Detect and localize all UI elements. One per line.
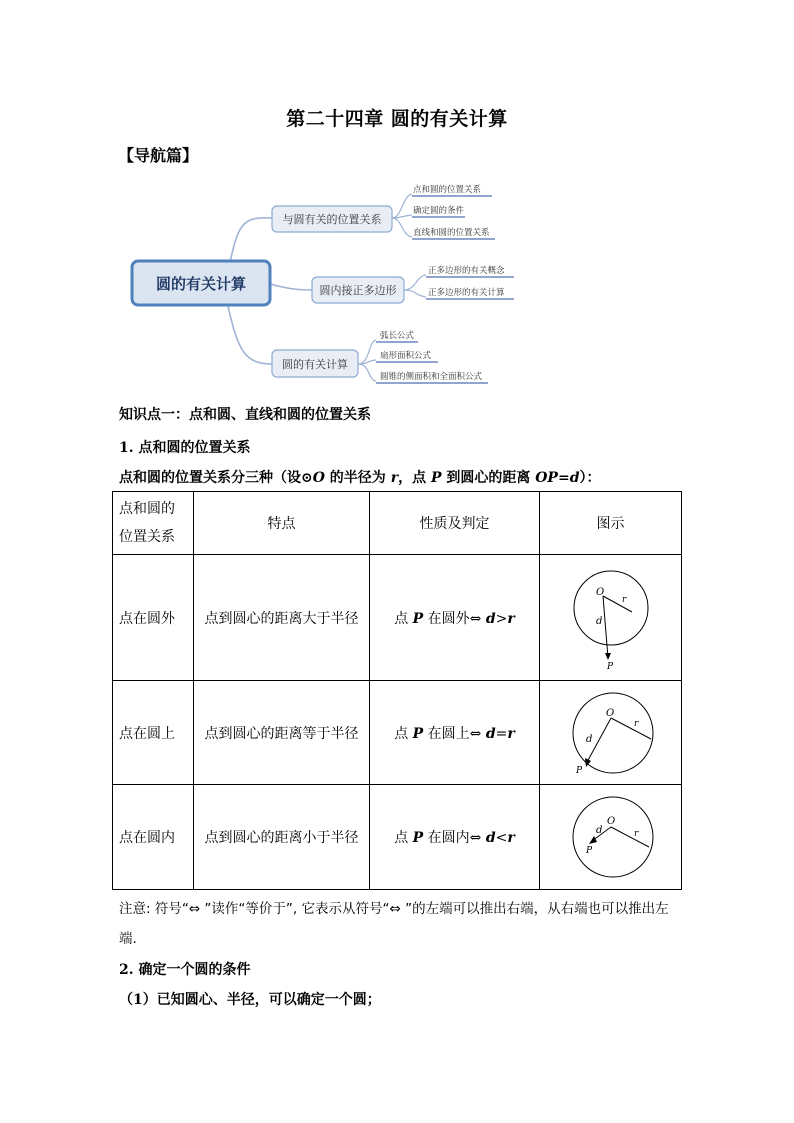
mind-map bbox=[120, 176, 540, 392]
radius-line bbox=[603, 596, 632, 612]
connector-leaf-1-1 bbox=[392, 194, 412, 218]
point-circle-relation-table bbox=[112, 491, 682, 890]
intro-o: O bbox=[312, 470, 325, 486]
label-p: P bbox=[606, 661, 613, 672]
intro-part-2: 的半径为 bbox=[324, 470, 391, 486]
header-property: 性质及判定 bbox=[370, 492, 540, 555]
header-relation: 点和圆的位置关系 bbox=[113, 492, 194, 555]
figure-circle bbox=[573, 797, 653, 877]
intro-part-3: ，点 bbox=[398, 470, 431, 486]
leaf-3-2: 扇形面积公式 bbox=[380, 351, 432, 361]
section-2-heading: 2. 确定一个圆的条件 bbox=[119, 962, 251, 978]
cell-figure bbox=[540, 681, 682, 785]
distance-line bbox=[603, 596, 608, 658]
connector-branch-3 bbox=[228, 306, 272, 364]
cell-property: 点 P 在圆外⇔ d>r bbox=[370, 555, 540, 681]
header-feature: 特点 bbox=[194, 492, 370, 555]
central-node-label: 圆的有关计算 bbox=[155, 275, 247, 293]
label-o: O bbox=[606, 816, 615, 827]
label-d: d bbox=[595, 615, 602, 627]
intro-d: d bbox=[569, 470, 580, 486]
navigation-label: 【导航篇】 bbox=[118, 146, 199, 165]
note-paragraph: 注意: 符号“⇔ ”读作“等价于”, 它表示从符号“⇔ ”的左端可以推出右端，从右端也可以推出左端. bbox=[119, 901, 669, 947]
connector-leaf-3-2 bbox=[358, 360, 376, 364]
figure-circle bbox=[573, 693, 653, 773]
arrow-head bbox=[589, 836, 597, 844]
branch-label-1: 与圆有关的位置关系 bbox=[282, 213, 382, 226]
connector-leaf-2-1 bbox=[404, 275, 426, 290]
label-r: r bbox=[633, 829, 638, 839]
leaf-1-2: 确定圆的条件 bbox=[413, 206, 465, 216]
cell-relation: 点在圆上 bbox=[113, 681, 194, 785]
connector-leaf-3-3 bbox=[358, 364, 376, 381]
figure-point-on bbox=[556, 685, 666, 781]
cell-property: 点 P 在圆上⇔ d=r bbox=[370, 681, 540, 785]
radius-line bbox=[611, 718, 651, 739]
leaf-1-3: 直线和圆的位置关系 bbox=[413, 228, 490, 238]
radius-line bbox=[611, 827, 649, 847]
cell-figure bbox=[540, 555, 682, 681]
label-d: d bbox=[585, 733, 592, 745]
table-row bbox=[113, 555, 682, 681]
intro-part-6: ）： bbox=[579, 470, 601, 486]
label-o: O bbox=[605, 707, 614, 719]
leaf-2-1: 正多边形的有关概念 bbox=[428, 266, 505, 276]
section-1-heading: 知识点一：点和圆、直线和圆的位置关系 bbox=[119, 407, 371, 423]
cell-relation: 点在圆外 bbox=[113, 555, 194, 681]
leaf-3-1: 弧长公式 bbox=[380, 331, 415, 341]
connector-branch-2 bbox=[270, 284, 312, 290]
label-r: r bbox=[633, 718, 638, 729]
connector-leaf-2-2 bbox=[404, 290, 426, 297]
intro-part-1: 点和圆的位置关系分三种（设⊙ bbox=[119, 470, 313, 486]
cell-relation: 点在圆内 bbox=[113, 785, 194, 890]
leaf-2-2: 正多边形的有关计算 bbox=[428, 288, 505, 298]
arrow-head bbox=[605, 653, 611, 660]
leaf-3-3: 圆锥的侧面积和全面积公式 bbox=[380, 372, 483, 382]
table-header-row bbox=[113, 492, 682, 555]
figure-point-outside bbox=[556, 562, 666, 674]
subsection-1-heading: 1. 点和圆的位置关系 bbox=[119, 440, 251, 456]
table-row bbox=[113, 785, 682, 890]
connector-leaf-1-2 bbox=[392, 215, 412, 218]
cell-feature: 点到圆心的距离小于半径 bbox=[194, 785, 370, 890]
cell-feature: 点到圆心的距离等于半径 bbox=[194, 681, 370, 785]
branch-label-3: 圆的有关计算 bbox=[282, 358, 348, 371]
intro-op: OP bbox=[535, 470, 558, 486]
label-d: d bbox=[595, 825, 602, 836]
figure-circle bbox=[574, 571, 648, 645]
label-o: O bbox=[595, 586, 604, 598]
cell-figure bbox=[540, 785, 682, 890]
intro-line bbox=[119, 467, 601, 487]
figure-point-inside bbox=[556, 789, 666, 885]
intro-part-5: = bbox=[557, 470, 570, 486]
intro-p: P bbox=[430, 470, 442, 486]
header-figure: 图示 bbox=[540, 492, 682, 555]
label-p: P bbox=[585, 846, 592, 856]
label-r: r bbox=[621, 594, 626, 605]
table-row bbox=[113, 681, 682, 785]
cell-property: 点 P 在圆内⇔ d<r bbox=[370, 785, 540, 890]
branch-label-2: 圆内接正多边形 bbox=[319, 284, 397, 297]
intro-part-4: 到圆心的距离 bbox=[441, 470, 536, 486]
condition-1: （1）已知圆心、半径，可以确定一个圆； bbox=[119, 992, 381, 1008]
intro-r: r bbox=[390, 470, 399, 486]
page-title: 第二十四章 圆的有关计算 bbox=[286, 108, 508, 130]
cell-feature: 点到圆心的距离大于半径 bbox=[194, 555, 370, 681]
leaf-1-1: 点和圆的位置关系 bbox=[413, 185, 482, 195]
connector-leaf-1-3 bbox=[392, 218, 412, 237]
label-p: P bbox=[575, 765, 582, 776]
